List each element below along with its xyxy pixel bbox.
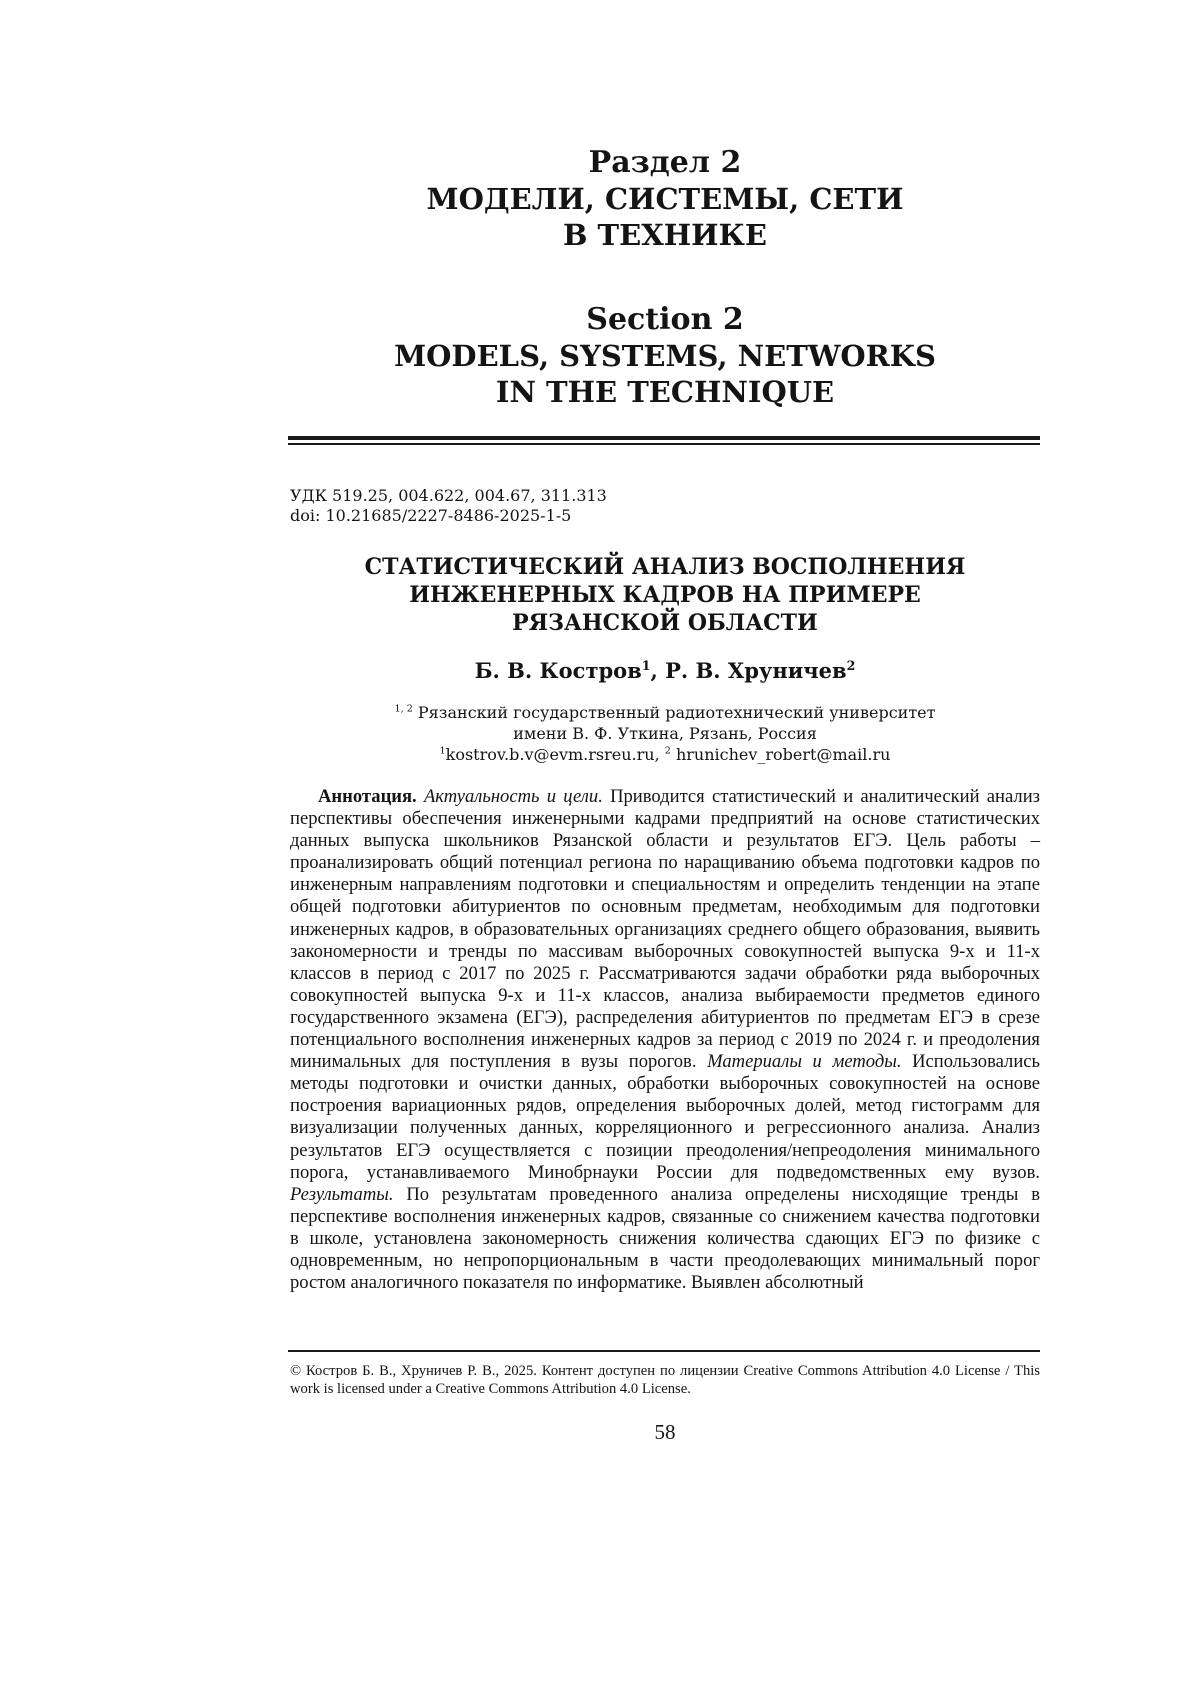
author-2-name: Р. В. Хруничев xyxy=(665,658,847,683)
section-number-ru: Раздел 2 xyxy=(588,145,742,180)
affiliation-emails xyxy=(290,744,1040,765)
page-number: 58 xyxy=(654,1420,676,1444)
abstract-relevance-text: Приводится статистический и аналитический анализ перспективы обеспечения инженерными кадрами предприятий на основе статистических данных выпуска школьников Рязанской области и результатов ЕГЭ. Цель работы – проанализировать общий потенциал региона по наращиванию объема подготовки кадров по инженерным направлениям подготовки и специальностям и определить тенденции на этапе общей подготовки абитуриентов по основным предметам, необходимым для подготовки инженерных кадров, в образовательных организациях среднего общего образования, выявить закономерности и тренды по массивам выборочных совокупностей выпуска 9-х и 11-х классов в период с 2017 по 2025 г. Рассматриваются задачи обработки ряда выборочных совокупностей выпуска 9-х и 11-х классов, анализа выбираемости предметов единого государственного экзамена (ЕГЭ), распределения абитуриентов по предметам ЕГЭ в срезе потенциального восполнения инженерных кадров за период с 2019 по 2024 г. и преодоления минимальных для поступления в вузы порогов. xyxy=(290,786,1040,1073)
article-title-line3: РЯЗАНСКОЙ ОБЛАСТИ xyxy=(512,610,818,636)
footnote-divider xyxy=(288,1350,1040,1352)
abstract xyxy=(290,786,1040,1294)
affiliation-line2: имени В. Ф. Уткина, Рязань, Россия xyxy=(513,724,817,743)
divider-thin-line xyxy=(288,443,1040,445)
section-heading-en xyxy=(290,302,1040,410)
divider-thick-line xyxy=(288,436,1040,440)
section-title-ru-line1: МОДЕЛИ, СИСТЕМЫ, СЕТИ xyxy=(426,182,904,216)
udc-code: УДК 519.25, 004.622, 004.67, 311.313 xyxy=(290,486,607,505)
article-title-line2: ИНЖЕНЕРНЫХ КАДРОВ НА ПРИМЕРЕ xyxy=(409,582,921,608)
abstract-relevance-label: Актуальность и цели. xyxy=(423,786,603,807)
email-2-sup: 2 xyxy=(664,745,671,757)
doi: doi: 10.21685/2227-8486-2025-1-5 xyxy=(290,506,572,525)
abstract-label: Аннотация. xyxy=(318,786,417,807)
section-number-en: Section 2 xyxy=(586,302,744,337)
abstract-methods-text: Использовались методы подготовки и очистки данных, обработки выборочных совокупностей на основе построения вариационных рядов, определения выборочных долей, метод гистограмм для визуализации полученных данных, корреляционного и регрессионного анализа. Анализ результатов ЕГЭ осуществляется с позиции преодоления/непреодоления минимального порога, устанавливаемого Минобрнауки России для подведомственных ему вузов. xyxy=(290,1051,1041,1183)
section-title-en-line2: IN THE TECHNIQUE xyxy=(495,375,835,409)
author-1-name: Б. В. Костров xyxy=(474,658,642,683)
section-heading-ru xyxy=(290,145,1040,253)
section-title-ru-line2: В ТЕХНИКЕ xyxy=(562,218,768,252)
author-2-sup: 2 xyxy=(846,658,856,673)
section-title-en-line1: MODELS, SYSTEMS, NETWORKS xyxy=(394,339,936,373)
affiliation-line1 xyxy=(290,702,1040,723)
affiliation xyxy=(290,702,1040,765)
email-2: hrunichev_robert@mail.ru xyxy=(670,745,891,764)
section-divider xyxy=(288,436,1040,446)
email-1-sup: 1 xyxy=(439,745,446,757)
authors xyxy=(290,658,1040,684)
author-1-sup: 1 xyxy=(641,658,651,673)
article-title-line1: СТАТИСТИЧЕСКИЙ АНАЛИЗ ВОСПОЛНЕНИЯ xyxy=(364,554,966,580)
abstract-results-label: Результаты. xyxy=(290,1183,394,1205)
author-separator: , xyxy=(650,658,666,683)
article-title xyxy=(290,553,1040,637)
affiliation-university: Рязанский государственный радиотехнический университет xyxy=(412,703,936,722)
email-1: kostrov.b.v@evm.rsreu.ru, xyxy=(445,745,665,764)
article-metadata xyxy=(290,486,1040,526)
abstract-methods-label: Материалы и методы. xyxy=(707,1051,902,1073)
abstract-results-text: По результатам проведенного анализа определены нисходящие тренды в перспективе восполнения инженерных кадров, связанные со снижением качества подготовки в школе, установлена закономерность снижения количества сдающих ЕГЭ по физике с одновременным, но непропорциональным в части преодолевающих минимальный порог ростом аналогичного показателя по информатике. Выявлен абсолютный xyxy=(290,1183,1040,1294)
affiliation-sup: 1, 2 xyxy=(394,703,413,715)
license-footnote: © Костров Б. В., Хруничев Р. В., 2025. Контент доступен по лицензии Creative Commons Attribution 4.0 License / This work is licensed under a Creative Commons Attribution 4.0 License. xyxy=(290,1363,1040,1397)
